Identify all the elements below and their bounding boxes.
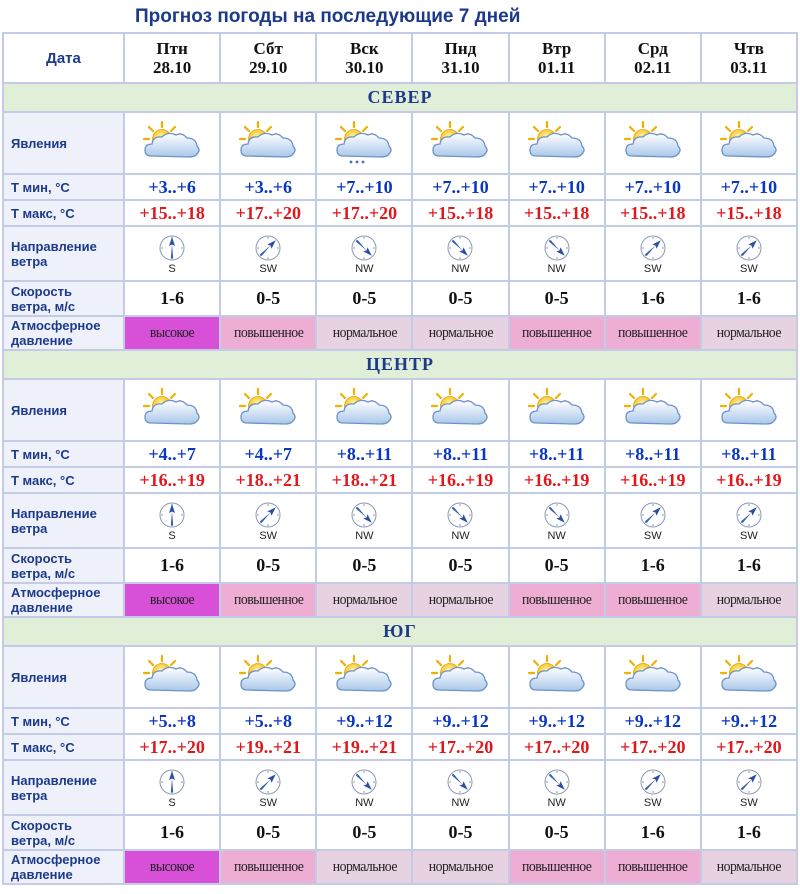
tmax-value: +15..+18 (702, 201, 796, 225)
wind-direction-cell (125, 761, 219, 814)
pressure-value (125, 584, 219, 616)
wind-direction-cell (702, 494, 796, 547)
wind-compass-icon (510, 768, 604, 796)
wind-speed-value: 1-6 (702, 816, 796, 849)
partly-cloudy-icon (125, 387, 219, 433)
day-name: Вск (350, 39, 379, 58)
wind-compass-icon (125, 234, 219, 262)
tmax-value: +18..+21 (221, 468, 315, 492)
tmin-value: +3..+6 (125, 175, 219, 199)
phenomena-row (4, 113, 796, 173)
partly-cloudy-icon (413, 654, 507, 700)
wind-compass-icon (413, 768, 507, 796)
wind-direction-cell (413, 761, 507, 814)
wind-compass-icon (413, 234, 507, 262)
partly-cloudy-icon (510, 120, 604, 166)
wind-speed-value: 1-6 (125, 816, 219, 849)
partly-cloudy-icon (702, 387, 796, 433)
day-header-2 (221, 34, 315, 82)
tmax-value: +16..+19 (510, 468, 604, 492)
wind-direction-cell (221, 761, 315, 814)
wind-speed-value: 1-6 (125, 282, 219, 315)
partly-cloudy-icon (413, 120, 507, 166)
region-title: ЮГ (4, 618, 796, 645)
wind-speed-label-line1: Скорость (11, 817, 72, 833)
day-name: Сбт (253, 39, 283, 58)
pressure-text: нормальное (428, 858, 493, 875)
tmin-value: +8..+11 (510, 442, 604, 466)
tmax-value: +17..+20 (702, 735, 796, 759)
weather-cell (702, 113, 796, 173)
pressure-label-line1: Атмосферное (11, 585, 101, 600)
wind-speed-label (4, 816, 123, 849)
weather-cell (221, 647, 315, 707)
wind-direction-label-line1: Направление (11, 238, 97, 254)
wind-direction-cell (413, 494, 507, 547)
day-header-3 (317, 34, 411, 82)
region-header-row (4, 618, 796, 645)
pressure-value (702, 317, 796, 349)
weather-cell (221, 380, 315, 440)
pressure-text: повышенное (618, 591, 688, 608)
wind-speed-label-line1: Скорость (11, 550, 72, 566)
pressure-value (221, 851, 315, 883)
wind-direction-cell (317, 227, 411, 280)
wind-speed-row (4, 816, 796, 849)
pressure-label-line2: давление (11, 867, 73, 882)
tmax-label: Т макс, °С (4, 201, 123, 225)
wind-speed-value: 0-5 (510, 282, 604, 315)
tmin-value: +9..+12 (317, 709, 411, 733)
partly-cloudy-icon (221, 120, 315, 166)
pressure-text: повышенное (618, 858, 688, 875)
day-name: Пнд (444, 39, 477, 58)
pressure-value (221, 584, 315, 616)
pressure-text: повышенное (521, 858, 592, 875)
wind-compass-icon (221, 501, 315, 529)
wind-direction-text: SW (740, 262, 758, 275)
wind-compass-icon (221, 768, 315, 796)
tmax-value: +16..+19 (702, 468, 796, 492)
wind-compass-icon (221, 234, 315, 262)
tmax-label: Т макс, °С (4, 735, 123, 759)
tmax-value: +16..+19 (606, 468, 700, 492)
tmin-label: Т мин, °С (4, 175, 123, 199)
tmin-value: +8..+11 (702, 442, 796, 466)
pressure-text: нормальное (332, 591, 397, 608)
tmin-value: +9..+12 (413, 709, 507, 733)
pressure-text: высокое (149, 591, 195, 608)
pressure-text: повышенное (233, 591, 303, 608)
day-date: 31.10 (441, 58, 480, 77)
wind-direction-label (4, 227, 123, 280)
day-header-1 (125, 34, 219, 82)
pressure-text: нормальное (332, 858, 397, 875)
wind-direction-text: NW (355, 262, 374, 275)
pressure-label-line1: Атмосферное (11, 318, 101, 333)
pressure-value (606, 584, 700, 616)
wind-speed-value: 0-5 (317, 816, 411, 849)
tmax-value: +17..+20 (606, 735, 700, 759)
tmax-value: +19..+21 (317, 735, 411, 759)
weather-cell (510, 113, 604, 173)
weather-cell (510, 647, 604, 707)
page-title: Прогноз погоды на последующие 7 дней (135, 6, 521, 27)
pressure-label (4, 584, 123, 616)
tmin-row (4, 175, 796, 199)
tmax-row (4, 201, 796, 225)
tmax-value: +15..+18 (606, 201, 700, 225)
wind-direction-label (4, 761, 123, 814)
tmax-value: +18..+21 (317, 468, 411, 492)
phenomena-label: Явления (4, 380, 123, 440)
wind-compass-icon (606, 234, 700, 262)
tmin-value: +9..+12 (606, 709, 700, 733)
tmax-value: +17..+20 (413, 735, 507, 759)
weather-cell (125, 380, 219, 440)
pressure-text: нормальное (716, 591, 781, 608)
weather-cell (702, 647, 796, 707)
weather-cell (413, 380, 507, 440)
day-date: 01.11 (537, 58, 576, 77)
wind-speed-value: 0-5 (317, 549, 411, 582)
pressure-text: повышенное (521, 324, 592, 341)
wind-direction-text: SW (259, 796, 278, 809)
wind-direction-cell (510, 761, 604, 814)
weather-cell (510, 380, 604, 440)
weather-cell (606, 113, 700, 173)
phenomena-label: Явления (4, 113, 123, 173)
wind-speed-value: 1-6 (606, 549, 700, 582)
weather-cell (221, 113, 315, 173)
pressure-row (4, 851, 796, 883)
day-date: 02.11 (634, 58, 672, 77)
wind-direction-text: S (168, 796, 176, 809)
partly-cloudy-icon (125, 120, 219, 166)
day-date: 29.10 (249, 58, 288, 77)
pressure-label-line1: Атмосферное (11, 852, 101, 867)
wind-speed-label (4, 282, 123, 315)
wind-direction-text: NW (355, 796, 374, 809)
partly-cloudy-snow-icon (317, 120, 411, 166)
wind-direction-cell (317, 494, 411, 547)
day-header-4 (413, 34, 507, 82)
tmin-value: +4..+7 (125, 442, 219, 466)
pressure-label-line2: давление (11, 600, 73, 615)
pressure-label-line2: давление (11, 333, 73, 348)
tmin-label: Т мин, °С (4, 442, 123, 466)
wind-speed-value: 1-6 (606, 816, 700, 849)
tmax-value: +17..+20 (317, 201, 411, 225)
tmin-row (4, 709, 796, 733)
pressure-row (4, 317, 796, 349)
wind-speed-value: 0-5 (317, 282, 411, 315)
pressure-value (317, 584, 411, 616)
tmin-value: +7..+10 (606, 175, 700, 199)
wind-direction-cell (702, 227, 796, 280)
day-name: Чтв (733, 39, 764, 58)
tmin-value: +5..+8 (221, 709, 315, 733)
wind-speed-value: 0-5 (413, 282, 507, 315)
wind-direction-label-line2: ветра (11, 520, 48, 536)
pressure-row (4, 584, 796, 616)
wind-speed-value: 1-6 (702, 282, 796, 315)
wind-compass-icon (702, 501, 796, 529)
wind-compass-icon (125, 501, 219, 529)
pressure-text: повышенное (618, 324, 688, 341)
region-title: СЕВЕР (4, 84, 796, 111)
tmin-value: +4..+7 (221, 442, 315, 466)
day-name: Втр (541, 39, 572, 58)
tmin-value: +8..+11 (317, 442, 411, 466)
day-date: 30.10 (345, 58, 384, 77)
wind-direction-cell (606, 227, 700, 280)
pressure-value (510, 317, 604, 349)
tmin-value: +7..+10 (510, 175, 604, 199)
wind-compass-icon (510, 501, 604, 529)
tmin-value: +9..+12 (510, 709, 604, 733)
wind-speed-label-line2: ветра, м/с (11, 565, 76, 581)
wind-direction-text: NW (451, 796, 470, 809)
wind-direction-cell (317, 761, 411, 814)
pressure-value (606, 317, 700, 349)
wind-compass-icon (317, 234, 411, 262)
partly-cloudy-icon (413, 387, 507, 433)
weather-cell (317, 380, 411, 440)
wind-direction-text: SW (643, 796, 662, 809)
date-header-label (4, 34, 123, 82)
pressure-value (702, 584, 796, 616)
phenomena-label: Явления (4, 647, 123, 707)
wind-direction-text: NW (451, 262, 470, 275)
wind-speed-label (4, 549, 123, 582)
wind-speed-value: 0-5 (413, 816, 507, 849)
tmax-value: +16..+19 (125, 468, 219, 492)
wind-compass-icon (125, 768, 219, 796)
partly-cloudy-icon (510, 654, 604, 700)
header-row (4, 34, 796, 82)
pressure-value (413, 851, 507, 883)
weather-cell (606, 647, 700, 707)
wind-speed-label-line2: ветра, м/с (11, 832, 76, 848)
wind-compass-icon (317, 768, 411, 796)
tmin-value: +8..+11 (606, 442, 700, 466)
wind-compass-icon (702, 768, 796, 796)
day-date: 28.10 (152, 58, 192, 77)
phenomena-row (4, 647, 796, 707)
tmax-value: +17..+20 (125, 735, 219, 759)
wind-direction-row (4, 227, 796, 280)
weather-cell (125, 113, 219, 173)
partly-cloudy-icon (317, 387, 411, 433)
pressure-label (4, 851, 123, 883)
wind-speed-value: 0-5 (221, 549, 315, 582)
wind-direction-text: SW (740, 529, 758, 542)
tmin-value: +7..+10 (413, 175, 507, 199)
wind-speed-row (4, 549, 796, 582)
wind-compass-icon (702, 234, 796, 262)
wind-direction-text: NW (547, 529, 566, 542)
pressure-text: повышенное (521, 591, 592, 608)
region-title: ЦЕНТР (4, 351, 796, 378)
pressure-text: нормальное (716, 324, 781, 341)
partly-cloudy-icon (221, 387, 315, 433)
wind-speed-value: 0-5 (221, 282, 315, 315)
wind-compass-icon (413, 501, 507, 529)
wind-direction-cell (510, 494, 604, 547)
wind-speed-value: 1-6 (606, 282, 700, 315)
day-header-7 (702, 34, 796, 82)
partly-cloudy-icon (606, 387, 700, 433)
tmin-label: Т мин, °С (4, 709, 123, 733)
tmin-row (4, 442, 796, 466)
wind-direction-row (4, 761, 796, 814)
tmin-value: +3..+6 (221, 175, 315, 199)
pressure-value (413, 317, 507, 349)
tmax-label: Т макс, °С (4, 468, 123, 492)
wind-direction-label-line1: Направление (11, 772, 97, 788)
wind-compass-icon (606, 768, 700, 796)
pressure-value (413, 584, 507, 616)
tmin-value: +7..+10 (702, 175, 796, 199)
wind-direction-cell (702, 761, 796, 814)
wind-compass-icon (606, 501, 700, 529)
pressure-value (317, 851, 411, 883)
tmax-value: +17..+20 (510, 735, 604, 759)
pressure-text: повышенное (233, 324, 303, 341)
tmin-value: +9..+12 (702, 709, 796, 733)
wind-speed-value: 1-6 (125, 549, 219, 582)
partly-cloudy-icon (606, 654, 700, 700)
partly-cloudy-icon (221, 654, 315, 700)
wind-speed-value: 0-5 (413, 549, 507, 582)
pressure-text: нормальное (332, 324, 397, 341)
partly-cloudy-icon (317, 654, 411, 700)
tmax-row (4, 468, 796, 492)
partly-cloudy-icon (606, 120, 700, 166)
pressure-text: нормальное (428, 591, 493, 608)
day-header-6 (606, 34, 700, 82)
weather-cell (413, 113, 507, 173)
pressure-text: нормальное (716, 858, 781, 875)
pressure-value (317, 317, 411, 349)
wind-direction-text: SW (740, 796, 758, 809)
wind-direction-row (4, 494, 796, 547)
wind-speed-value: 0-5 (510, 816, 604, 849)
weather-cell (413, 647, 507, 707)
day-header-5 (510, 34, 604, 82)
wind-direction-cell (413, 227, 507, 280)
tmax-row (4, 735, 796, 759)
wind-direction-text: NW (547, 796, 566, 809)
wind-speed-value: 1-6 (702, 549, 796, 582)
tmax-value: +15..+18 (510, 201, 604, 225)
tmax-value: +16..+19 (413, 468, 507, 492)
forecast-table (2, 32, 798, 885)
wind-direction-label-line1: Направление (11, 505, 97, 521)
wind-direction-cell (221, 494, 315, 547)
wind-direction-text: SW (259, 529, 278, 542)
wind-direction-text: S (168, 529, 176, 542)
wind-direction-text: S (168, 262, 176, 275)
wind-compass-icon (510, 234, 604, 262)
pressure-text: повышенное (233, 858, 303, 875)
wind-direction-text: SW (643, 529, 662, 542)
wind-direction-label-line2: ветра (11, 787, 48, 803)
pressure-text: высокое (149, 324, 195, 341)
pressure-value (510, 851, 604, 883)
tmax-value: +15..+18 (125, 201, 219, 225)
pressure-value (510, 584, 604, 616)
pressure-value (606, 851, 700, 883)
wind-direction-cell (125, 494, 219, 547)
day-name: Птн (156, 39, 188, 58)
wind-direction-cell (221, 227, 315, 280)
partly-cloudy-icon (702, 654, 796, 700)
pressure-text: высокое (149, 858, 195, 875)
tmin-value: +5..+8 (125, 709, 219, 733)
wind-direction-text: NW (451, 529, 470, 542)
partly-cloudy-icon (510, 387, 604, 433)
wind-direction-cell (606, 761, 700, 814)
pressure-value (221, 317, 315, 349)
tmax-value: +17..+20 (221, 201, 315, 225)
weather-cell (317, 647, 411, 707)
wind-direction-cell (510, 227, 604, 280)
tmin-value: +7..+10 (317, 175, 411, 199)
partly-cloudy-icon (702, 120, 796, 166)
pressure-value (702, 851, 796, 883)
wind-direction-label (4, 494, 123, 547)
wind-direction-label-line2: ветра (11, 253, 48, 269)
wind-speed-row (4, 282, 796, 315)
wind-direction-cell (606, 494, 700, 547)
wind-compass-icon (317, 501, 411, 529)
weather-cell (317, 113, 411, 173)
wind-direction-cell (125, 227, 219, 280)
wind-direction-text: SW (643, 262, 662, 275)
phenomena-row (4, 380, 796, 440)
tmin-value: +8..+11 (413, 442, 507, 466)
day-name: Срд (637, 39, 668, 58)
wind-speed-value: 0-5 (510, 549, 604, 582)
wind-direction-text: NW (547, 262, 566, 275)
region-header-row (4, 84, 796, 111)
day-date: 03.11 (730, 58, 768, 77)
pressure-value (125, 851, 219, 883)
partly-cloudy-icon (125, 654, 219, 700)
wind-speed-label-line1: Скорость (11, 283, 72, 299)
pressure-label (4, 317, 123, 349)
wind-direction-text: NW (355, 529, 374, 542)
weather-cell (606, 380, 700, 440)
wind-speed-label-line2: ветра, м/с (11, 298, 76, 314)
region-header-row (4, 351, 796, 378)
pressure-value (125, 317, 219, 349)
wind-speed-value: 0-5 (221, 816, 315, 849)
weather-cell (702, 380, 796, 440)
tmax-value: +15..+18 (413, 201, 507, 225)
weather-cell (125, 647, 219, 707)
wind-direction-text: SW (259, 262, 278, 275)
pressure-text: нормальное (428, 324, 493, 341)
date-label-text: Дата (46, 49, 81, 67)
tmax-value: +19..+21 (221, 735, 315, 759)
